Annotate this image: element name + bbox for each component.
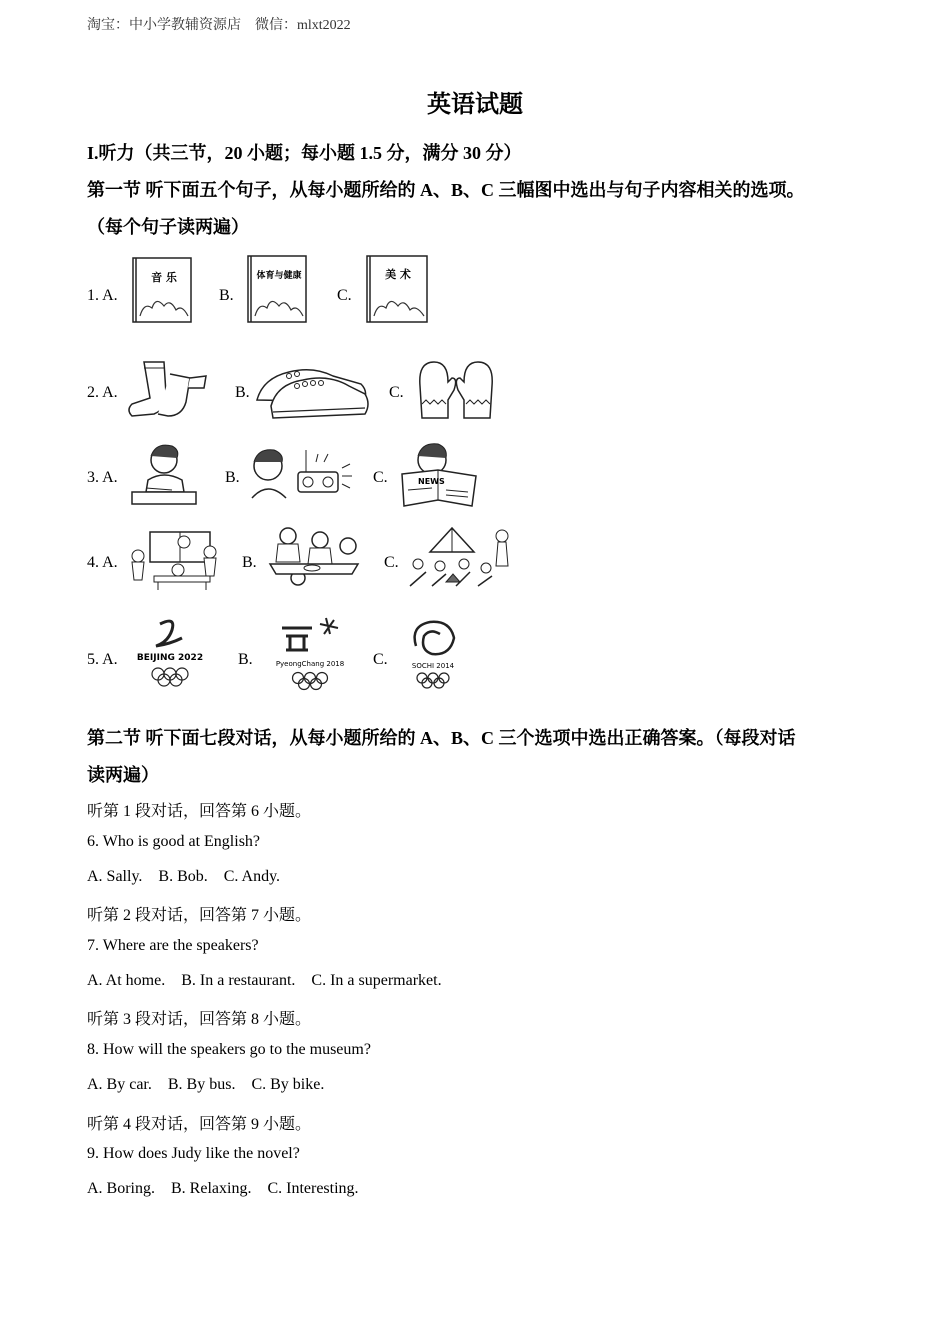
item-3-option-c: C. (373, 469, 388, 486)
part1-heading: I.听力（共三节，20 小题；每小题 1.5 分，满分 30 分） (87, 143, 522, 163)
art-book-picture (364, 254, 430, 329)
item-5-option-c: C. (373, 651, 388, 668)
mittens-picture (410, 356, 502, 429)
page-header: 淘宝：中小学教辅资源店 微信：mlxt2022 (87, 18, 351, 33)
sochi-2014-emblem (400, 616, 466, 695)
item-2-option-c: C. (389, 384, 404, 401)
question-7-options: A. At home. B. In a restaurant. C. In a supermarket. (87, 972, 442, 989)
item-1-option-c: C. (337, 287, 352, 304)
item-2-label: 2. A. (87, 384, 118, 401)
news-label: NEWS (418, 477, 445, 486)
question-7: 7. Where are the speakers? (87, 937, 259, 954)
camping-scene-picture (406, 522, 516, 595)
question-8-options: A. By car. B. By bus. C. By bike. (87, 1076, 325, 1093)
dialogue-2-intro: 听第 2 段对话，回答第 7 小题。 (87, 907, 312, 924)
beijing-2022-emblem (124, 616, 216, 695)
boy-listening-radio-picture (246, 442, 354, 509)
pyeongchang-2018-emblem (262, 614, 358, 697)
socks-picture (124, 358, 210, 427)
question-8: 8. How will the speakers go to the museum? (87, 1041, 371, 1058)
boy-reading-news-picture (398, 440, 480, 515)
music-book-title: 音 乐 (151, 271, 177, 284)
item-4-label: 4. A. (87, 554, 118, 571)
music-book-picture (130, 256, 194, 329)
dialogue-3-intro: 听第 3 段对话，回答第 8 小题。 (87, 1011, 312, 1028)
item-1-option-b: B. (219, 287, 234, 304)
item-3-label: 3. A. (87, 469, 118, 486)
beijing-2022-label: BEIJING 2022 (136, 653, 204, 663)
item-5-label: 5. A. (87, 651, 118, 668)
pe-book-picture (245, 254, 309, 329)
pyeongchang-2018-label: PyeongChang 2018 (275, 660, 345, 668)
question-6-options: A. Sally. B. Bob. C. Andy. (87, 868, 281, 885)
section1-instruction: 第一节 听下面五个句子，从每小题所给的 A、B、C 三幅图中选出与句子内容相关的选项。 (87, 180, 805, 200)
item-2-option-b: B. (235, 384, 250, 401)
item-1-label: 1. A. (87, 287, 118, 304)
item-5-option-b: B. (238, 651, 253, 668)
item-4-option-c: C. (384, 554, 399, 571)
section2-instruction-cont: 读两遍） (87, 765, 159, 785)
dialogue-1-intro: 听第 1 段对话，回答第 6 小题。 (87, 803, 312, 820)
classroom-scene-picture (122, 530, 222, 597)
section1-instruction-cont: （每个句子读两遍） (87, 217, 249, 237)
pe-book-title: 体育与健康 (256, 271, 302, 281)
section2-instruction: 第二节 听下面七段对话，从每小题所给的 A、B、C 三个选项中选出正确答案。（每段对话 (87, 728, 796, 748)
art-book-title: 美 术 (385, 268, 411, 281)
sochi-2014-label: SOCHI 2014 (411, 662, 455, 670)
item-4-option-b: B. (242, 554, 257, 571)
dialogue-4-intro: 听第 4 段对话，回答第 9 小题。 (87, 1116, 312, 1133)
question-6: 6. Who is good at English? (87, 833, 261, 850)
question-9: 9. How does Judy like the novel? (87, 1145, 300, 1162)
page-title: 英语试题 (427, 92, 523, 118)
boy-writing-picture (126, 440, 200, 515)
item-3-option-b: B. (225, 469, 240, 486)
sneakers-picture (253, 362, 371, 429)
question-9-options: A. Boring. B. Relaxing. C. Interesting. (87, 1180, 359, 1197)
dinner-scene-picture (262, 524, 364, 599)
